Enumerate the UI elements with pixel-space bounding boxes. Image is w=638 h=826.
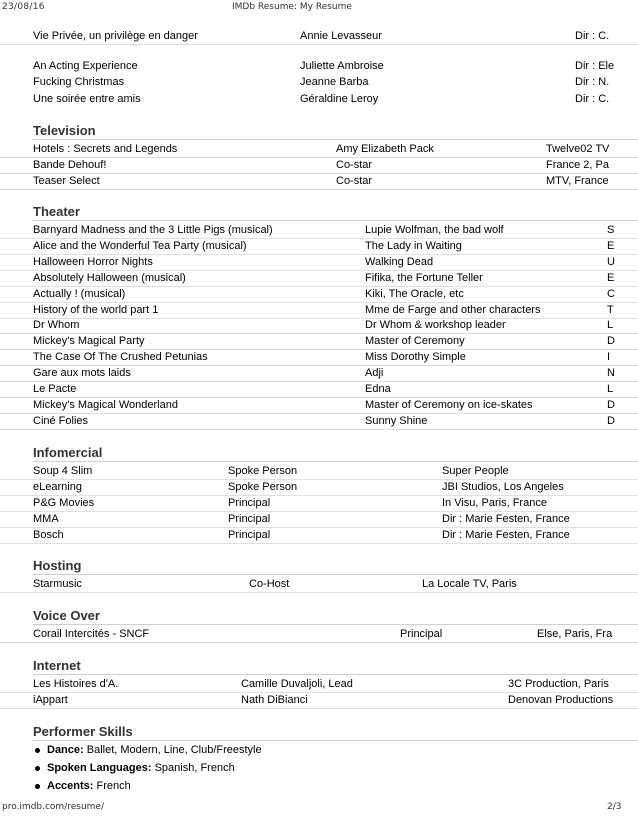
credit-row — [0, 479, 638, 496]
credit-role: Géraldine Leroy — [300, 93, 379, 105]
credit-title: Gare aux mots laids — [33, 367, 131, 379]
credit-title: Hotels : Secrets and Legends — [33, 143, 178, 155]
credit-title: History of the world part 1 — [33, 304, 159, 316]
section-title-theater: Theater — [33, 204, 80, 219]
credit-title: Le Pacte — [33, 383, 77, 395]
credit-company: Super People — [442, 465, 509, 477]
section-title-voice-over: Voice Over — [33, 608, 100, 623]
credit-company: E — [607, 240, 615, 252]
credit-company: S — [607, 224, 615, 236]
credit-row — [0, 91, 638, 107]
credit-role: Edna — [365, 383, 391, 395]
credit-company: C — [607, 288, 615, 300]
credit-company: Denovan Productions — [508, 694, 614, 706]
skill-label: Accents: — [47, 780, 94, 792]
credit-company: Dir : Ele — [575, 60, 615, 72]
credit-role: Principal — [400, 628, 443, 640]
credit-company: Dir : Marie Festen, France — [442, 529, 570, 541]
credit-row — [0, 141, 638, 158]
credit-title: Bande Dehouf! — [33, 159, 107, 171]
credit-title: Mickey's Magical Wonderland — [33, 399, 178, 411]
credit-row — [0, 222, 638, 239]
credit-row — [0, 317, 638, 334]
credit-title: An Acting Experience — [33, 60, 138, 72]
credit-role: Nath DiBianci — [241, 694, 308, 706]
credit-row — [0, 511, 638, 528]
credit-company: Dir : Marie Festen, France — [442, 513, 570, 525]
skills-list — [33, 741, 633, 795]
credit-title: Absolutely Halloween (musical) — [33, 272, 186, 284]
credit-role: Spoke Person — [228, 465, 298, 477]
skill-item — [33, 777, 633, 795]
skill-value: French — [96, 780, 131, 792]
credit-title: Starmusic — [33, 578, 82, 590]
credit-role: Walking Dead — [365, 256, 434, 268]
credit-company: France 2, Pa — [546, 159, 609, 171]
credit-title: Vie Privée, un privilège en danger — [33, 30, 198, 42]
credit-company: N — [607, 367, 615, 379]
credit-row — [0, 626, 638, 643]
credit-row — [0, 527, 638, 544]
credit-title: Soup 4 Slim — [33, 465, 93, 477]
bullet-icon — [35, 748, 40, 753]
section-rule — [33, 139, 638, 140]
credit-company: In Visu, Paris, France — [442, 497, 547, 509]
section-rule — [33, 624, 638, 625]
credit-role: Master of Ceremony on ice-skates — [365, 399, 533, 411]
page-header-date: 23/08/16 — [2, 2, 45, 12]
credit-row — [0, 173, 638, 190]
credit-row — [0, 157, 638, 174]
skill-label: Spoken Languages: — [47, 762, 152, 774]
section-rule — [33, 220, 638, 221]
credit-title: Corail Intercités - SNCF — [33, 628, 150, 640]
credit-company: D — [607, 335, 615, 347]
credit-title: Mickey's Magical Party — [33, 335, 145, 347]
skill-value: Spanish, French — [154, 762, 235, 774]
section-rule — [33, 574, 638, 575]
credit-row — [0, 254, 638, 271]
credit-title: Barnyard Madness and the 3 Little Pigs (musical) — [33, 224, 273, 236]
credit-title: P&G Movies — [33, 497, 95, 509]
credit-row — [0, 286, 638, 303]
credit-row — [0, 413, 638, 430]
page-footer-page-number: 2/3 — [607, 802, 622, 812]
credit-row — [0, 349, 638, 366]
credit-title: Actually ! (musical) — [33, 288, 126, 300]
credit-company: Twelve02 TV — [546, 143, 610, 155]
credit-role: Principal — [228, 529, 271, 541]
credit-company: L — [607, 319, 614, 331]
credit-row — [0, 74, 638, 90]
skill-value: Ballet, Modern, Line, Club/Freestyle — [86, 744, 262, 756]
credit-title: Ciné Folies — [33, 415, 89, 427]
credit-company: 3C Production, Paris — [508, 678, 609, 690]
credit-row — [0, 397, 638, 414]
credit-row — [0, 495, 638, 512]
credit-role: Principal — [228, 497, 271, 509]
section-title-infomercial: Infomercial — [33, 445, 103, 460]
credit-row — [0, 28, 638, 45]
credit-company: Else, Paris, Fra — [537, 628, 613, 640]
section-title-hosting: Hosting — [33, 558, 82, 573]
credit-company: Dir : N. — [575, 76, 610, 88]
credit-role: Master of Ceremony — [365, 335, 465, 347]
page-header-title: IMDb Resume: My Resume — [232, 2, 352, 12]
bullet-icon — [35, 766, 40, 771]
credit-title: Une soirée entre amis — [33, 93, 141, 105]
credit-role: Kiki, The Oracle, etc — [365, 288, 464, 300]
credit-title: Bosch — [33, 529, 64, 541]
credit-row — [0, 381, 638, 398]
credit-title: Halloween Horror Nights — [33, 256, 153, 268]
credit-title: eLearning — [33, 481, 82, 493]
credit-title: The Case Of The Crushed Petunias — [33, 351, 208, 363]
section-title-television: Television — [33, 123, 96, 138]
credit-role: Co-star — [336, 175, 373, 187]
credit-company: I — [607, 351, 611, 363]
credit-role: Mme de Farge and other characters — [365, 304, 541, 316]
credit-role: Principal — [228, 513, 271, 525]
credit-row — [0, 463, 638, 480]
credit-role: Annie Levasseur — [300, 30, 382, 42]
credit-title: Les Histoires d'A. — [33, 678, 119, 690]
bullet-icon — [35, 784, 40, 789]
credit-role: Sunny Shine — [365, 415, 428, 427]
credit-company: MTV, France — [546, 175, 609, 187]
credit-row — [0, 676, 638, 693]
credit-role: Co-star — [336, 159, 373, 171]
credit-company: L — [607, 383, 614, 395]
credit-company: JBI Studios, Los Angeles — [442, 481, 564, 493]
section-rule — [33, 674, 638, 675]
credit-company: D — [607, 399, 615, 411]
credit-company: T — [607, 304, 614, 316]
credit-role: Spoke Person — [228, 481, 298, 493]
section-title-internet: Internet — [33, 658, 81, 673]
credit-company: U — [607, 256, 615, 268]
credit-role: Miss Dorothy Simple — [365, 351, 466, 363]
credit-role: Dr Whom & workshop leader — [365, 319, 506, 331]
credit-row — [0, 692, 638, 709]
credit-title: Fucking Christmas — [33, 76, 125, 88]
credit-row — [0, 58, 638, 74]
credit-role: Jeanne Barba — [300, 76, 369, 88]
credit-company: Dir : C. — [575, 93, 610, 105]
credit-row — [0, 365, 638, 382]
credit-title: Dr Whom — [33, 319, 80, 331]
skill-item — [33, 741, 633, 759]
credit-role: Lupie Wolfman, the bad wolf — [365, 224, 504, 236]
credit-company: D — [607, 415, 615, 427]
credit-role: Amy Elizabeth Pack — [336, 143, 434, 155]
credit-row — [0, 270, 638, 287]
credit-role: Co-Host — [249, 578, 290, 590]
skill-item — [33, 759, 633, 777]
credit-role: Fifika, the Fortune Teller — [365, 272, 483, 284]
credit-role: Adji — [365, 367, 384, 379]
credit-row — [0, 238, 638, 255]
credit-company: Dir : C. — [575, 30, 610, 42]
credit-company: La Locale TV, Paris — [422, 578, 517, 590]
section-rule — [33, 461, 638, 462]
credit-title: MMA — [33, 513, 59, 525]
credit-row — [0, 576, 638, 593]
credit-row — [0, 333, 638, 350]
page-footer-url: pro.imdb.com/resume/ — [2, 802, 105, 812]
credit-title: Alice and the Wonderful Tea Party (musical) — [33, 240, 247, 252]
skill-label: Dance: — [47, 744, 84, 756]
credit-title: Teaser Select — [33, 175, 100, 187]
credit-role: Juliette Ambroise — [300, 60, 384, 72]
credit-company: E — [607, 272, 615, 284]
credit-role: The Lady in Waiting — [365, 240, 462, 252]
credit-title: iAppart — [33, 694, 68, 706]
section-title-performer-skills: Performer Skills — [33, 724, 133, 739]
credit-role: Camille Duvaljoli, Lead — [241, 678, 353, 690]
